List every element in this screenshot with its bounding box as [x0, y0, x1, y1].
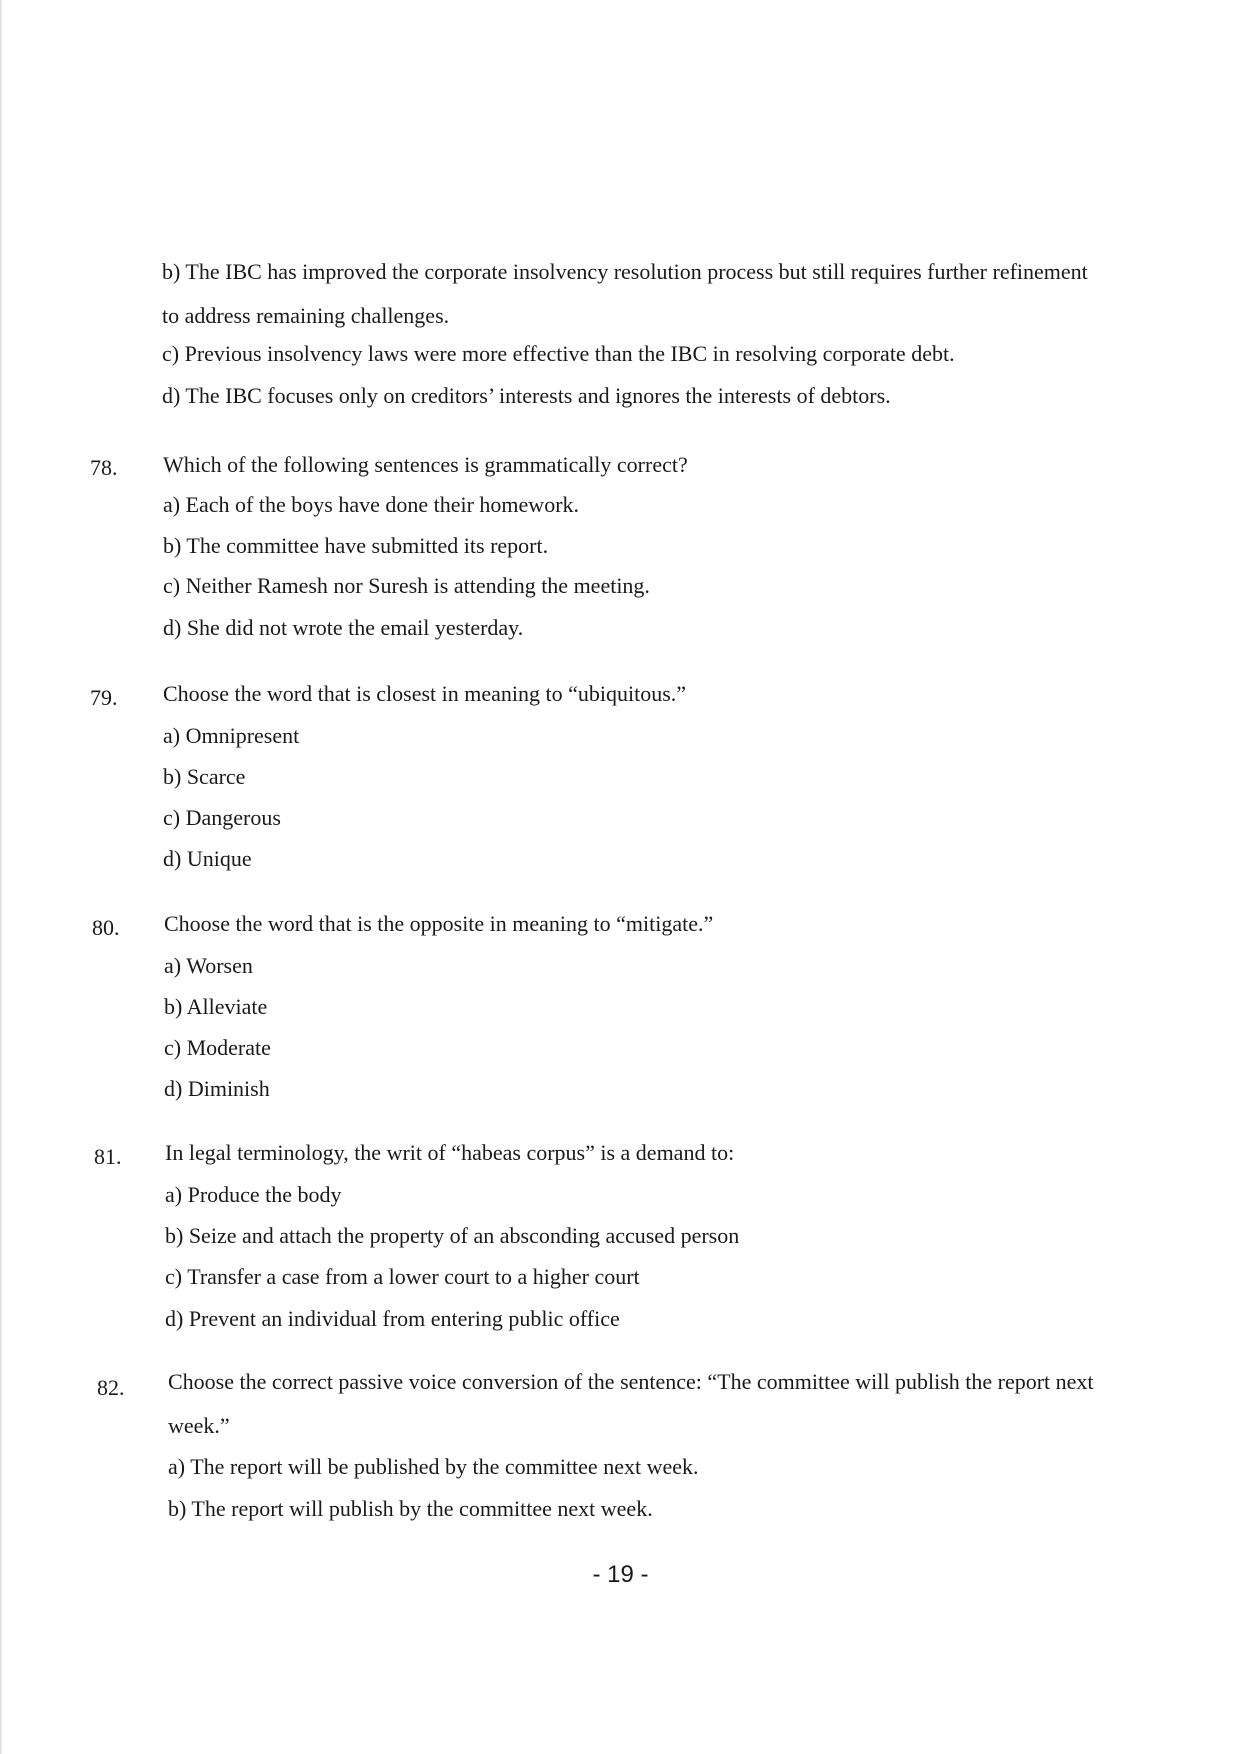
- option: b) Seize and attach the property of an absconding accused person: [165, 1223, 740, 1248]
- option: b) The report will publish by the committee next week.: [168, 1496, 653, 1521]
- question-text: week.”: [168, 1413, 230, 1438]
- question-text: In legal terminology, the writ of “habeas corpus” is a demand to:: [165, 1140, 735, 1165]
- question-number: 82.: [97, 1375, 125, 1400]
- option: c) Neither Ramesh nor Suresh is attending the meeting.: [163, 573, 650, 598]
- option-line: to address remaining challenges.: [162, 303, 450, 328]
- option: c) Transfer a case from a lower court to a higher court: [165, 1264, 640, 1289]
- option: a) The report will be published by the committee next week.: [168, 1454, 699, 1479]
- option: a) Each of the boys have done their homework.: [163, 492, 580, 517]
- option: a) Worsen: [164, 953, 253, 978]
- option-line: d) The IBC focuses only on creditors’ interests and ignores the interests of debtors.: [162, 383, 891, 408]
- question-text: Which of the following sentences is grammatically correct?: [163, 452, 688, 477]
- question-number: 79.: [90, 685, 118, 710]
- question-text: Choose the word that is the opposite in meaning to “mitigate.”: [164, 911, 714, 936]
- option: c) Moderate: [164, 1035, 271, 1060]
- page-number: - 19 -: [592, 1561, 649, 1588]
- option: a) Produce the body: [165, 1182, 342, 1207]
- option: d) Diminish: [164, 1076, 270, 1101]
- question-number: 78.: [90, 455, 118, 480]
- option: a) Omnipresent: [163, 723, 300, 748]
- option-line: b) The IBC has improved the corporate insolvency resolution process but still requires further refinement: [162, 259, 1088, 284]
- option: b) Alleviate: [164, 994, 268, 1019]
- option: b) The committee have submitted its report.: [163, 533, 549, 558]
- question-text: Choose the word that is closest in meaning to “ubiquitous.”: [163, 681, 687, 706]
- question-number: 81.: [94, 1144, 122, 1169]
- option: d) Prevent an individual from entering public office: [165, 1306, 620, 1331]
- option: b) Scarce: [163, 764, 246, 789]
- option: d) She did not wrote the email yesterday.: [163, 615, 524, 640]
- question-number: 80.: [92, 915, 120, 940]
- option: c) Dangerous: [163, 805, 281, 830]
- option: d) Unique: [163, 846, 252, 871]
- option-line: c) Previous insolvency laws were more effective than the IBC in resolving corporate debt.: [162, 341, 955, 366]
- question-text: Choose the correct passive voice conversion of the sentence: “The committee will publish the report next: [168, 1369, 1094, 1394]
